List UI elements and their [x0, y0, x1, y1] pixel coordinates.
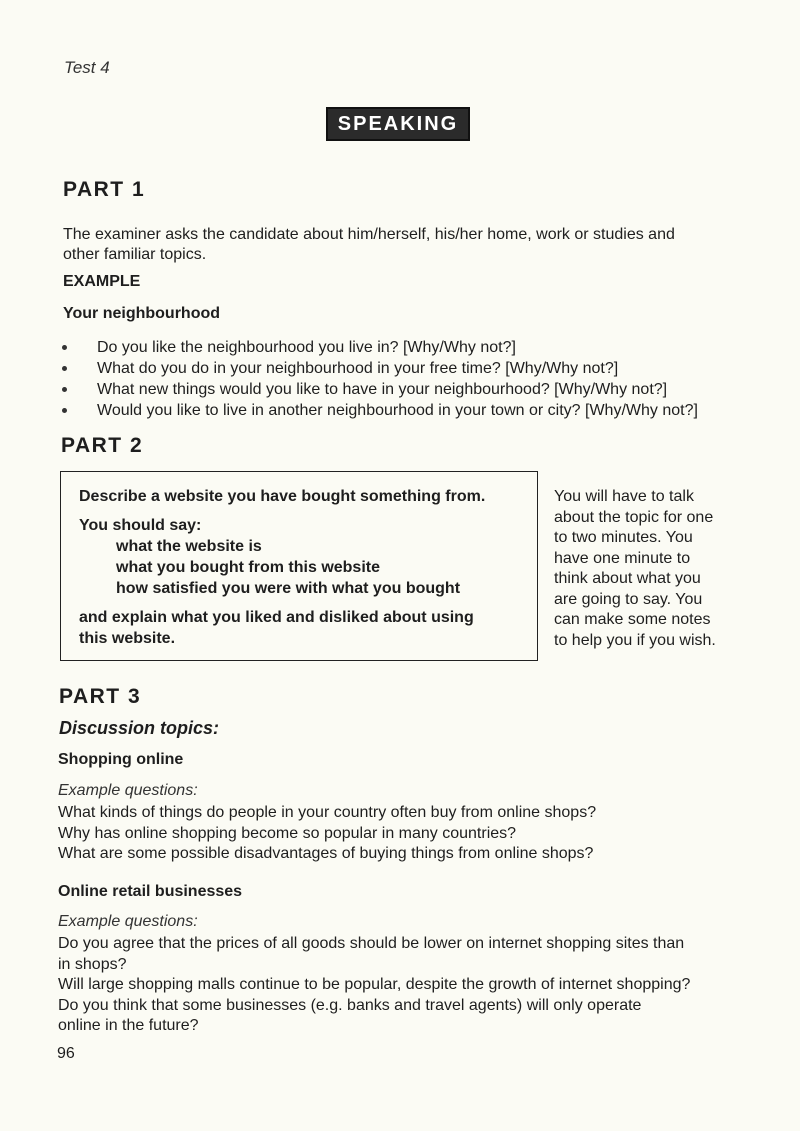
example-questions-label: Example questions:: [58, 913, 198, 930]
example-questions-label: Example questions:: [58, 782, 198, 799]
part2-side-note: [554, 487, 744, 651]
cue-card-prompt: Describe a website you have bought something from.: [79, 488, 486, 505]
cue-card-explain-line2: this website.: [79, 630, 176, 647]
test-label: Test 4: [64, 58, 110, 77]
question-line: What kinds of things do people in your country often buy from online shops?: [58, 804, 597, 821]
topic-title: Shopping online: [58, 751, 184, 768]
question-line: Do you agree that the prices of all goods should be lower on internet shopping sites than: [58, 935, 685, 952]
discussion-topics-label: Discussion topics:: [59, 718, 220, 738]
side-note-line: are going to say. You: [554, 590, 703, 608]
side-note-line: to help you if you wish.: [554, 631, 716, 649]
question-line: Why has online shopping become so popular in many countries?: [58, 824, 517, 842]
part1-intro-line1: The examiner asks the candidate about him/herself, his/her home, work or studies and: [63, 226, 675, 243]
cue-card: [60, 471, 538, 661]
list-item: What do you do in your neighbourhood in your free time? [Why/Why not?]: [61, 358, 761, 379]
question-line: in shops?: [58, 955, 127, 973]
topic-title: Online retail businesses: [58, 883, 243, 900]
question-line: Will large shopping malls continue to be popular, despite the growth of internet shopping?: [58, 976, 691, 993]
question-line: online in the future?: [58, 1017, 199, 1034]
cue-card-should-say: You should say:: [79, 517, 202, 534]
list-item: Do you like the neighbourhood you live in? [Why/Why not?]: [61, 337, 761, 358]
section-banner: SPEAKING: [326, 107, 470, 141]
part3-heading: PART 3: [59, 685, 142, 708]
part1-question-list: [61, 337, 761, 421]
list-item: Would you like to live in another neighbourhood in your town or city? [Why/Why not?]: [61, 400, 761, 421]
page-number: 96: [57, 1045, 75, 1062]
part1-topic: Your neighbourhood: [63, 305, 221, 322]
cue-card-point: what you bought from this website: [116, 559, 380, 576]
question-line: What are some possible disadvantages of buying things from online shops?: [58, 845, 594, 862]
side-note-line: You will have to talk: [554, 488, 694, 505]
list-item: What new things would you like to have in your neighbourhood? [Why/Why not?]: [61, 379, 761, 400]
part1-heading: PART 1: [63, 178, 146, 201]
cue-card-explain-line1: and explain what you liked and disliked about using: [79, 609, 474, 626]
side-note-line: about the topic for one: [554, 508, 714, 526]
side-note-line: think about what you: [554, 570, 701, 587]
part1-intro-line2: other familiar topics.: [63, 246, 207, 263]
side-note-line: have one minute to: [554, 549, 691, 567]
question-line: Do you think that some businesses (e.g. banks and travel agents) will only operate: [58, 996, 642, 1014]
topic-question-lines: [58, 803, 778, 865]
cue-card-point: how satisfied you were with what you bought: [116, 580, 461, 597]
part2-heading: PART 2: [61, 434, 144, 457]
part1-example-label: EXAMPLE: [63, 273, 141, 290]
side-note-line: to two minutes. You: [554, 529, 693, 546]
side-note-line: can make some notes: [554, 611, 711, 628]
cue-card-point: what the website is: [116, 538, 262, 555]
topic-question-lines: [58, 934, 788, 1037]
